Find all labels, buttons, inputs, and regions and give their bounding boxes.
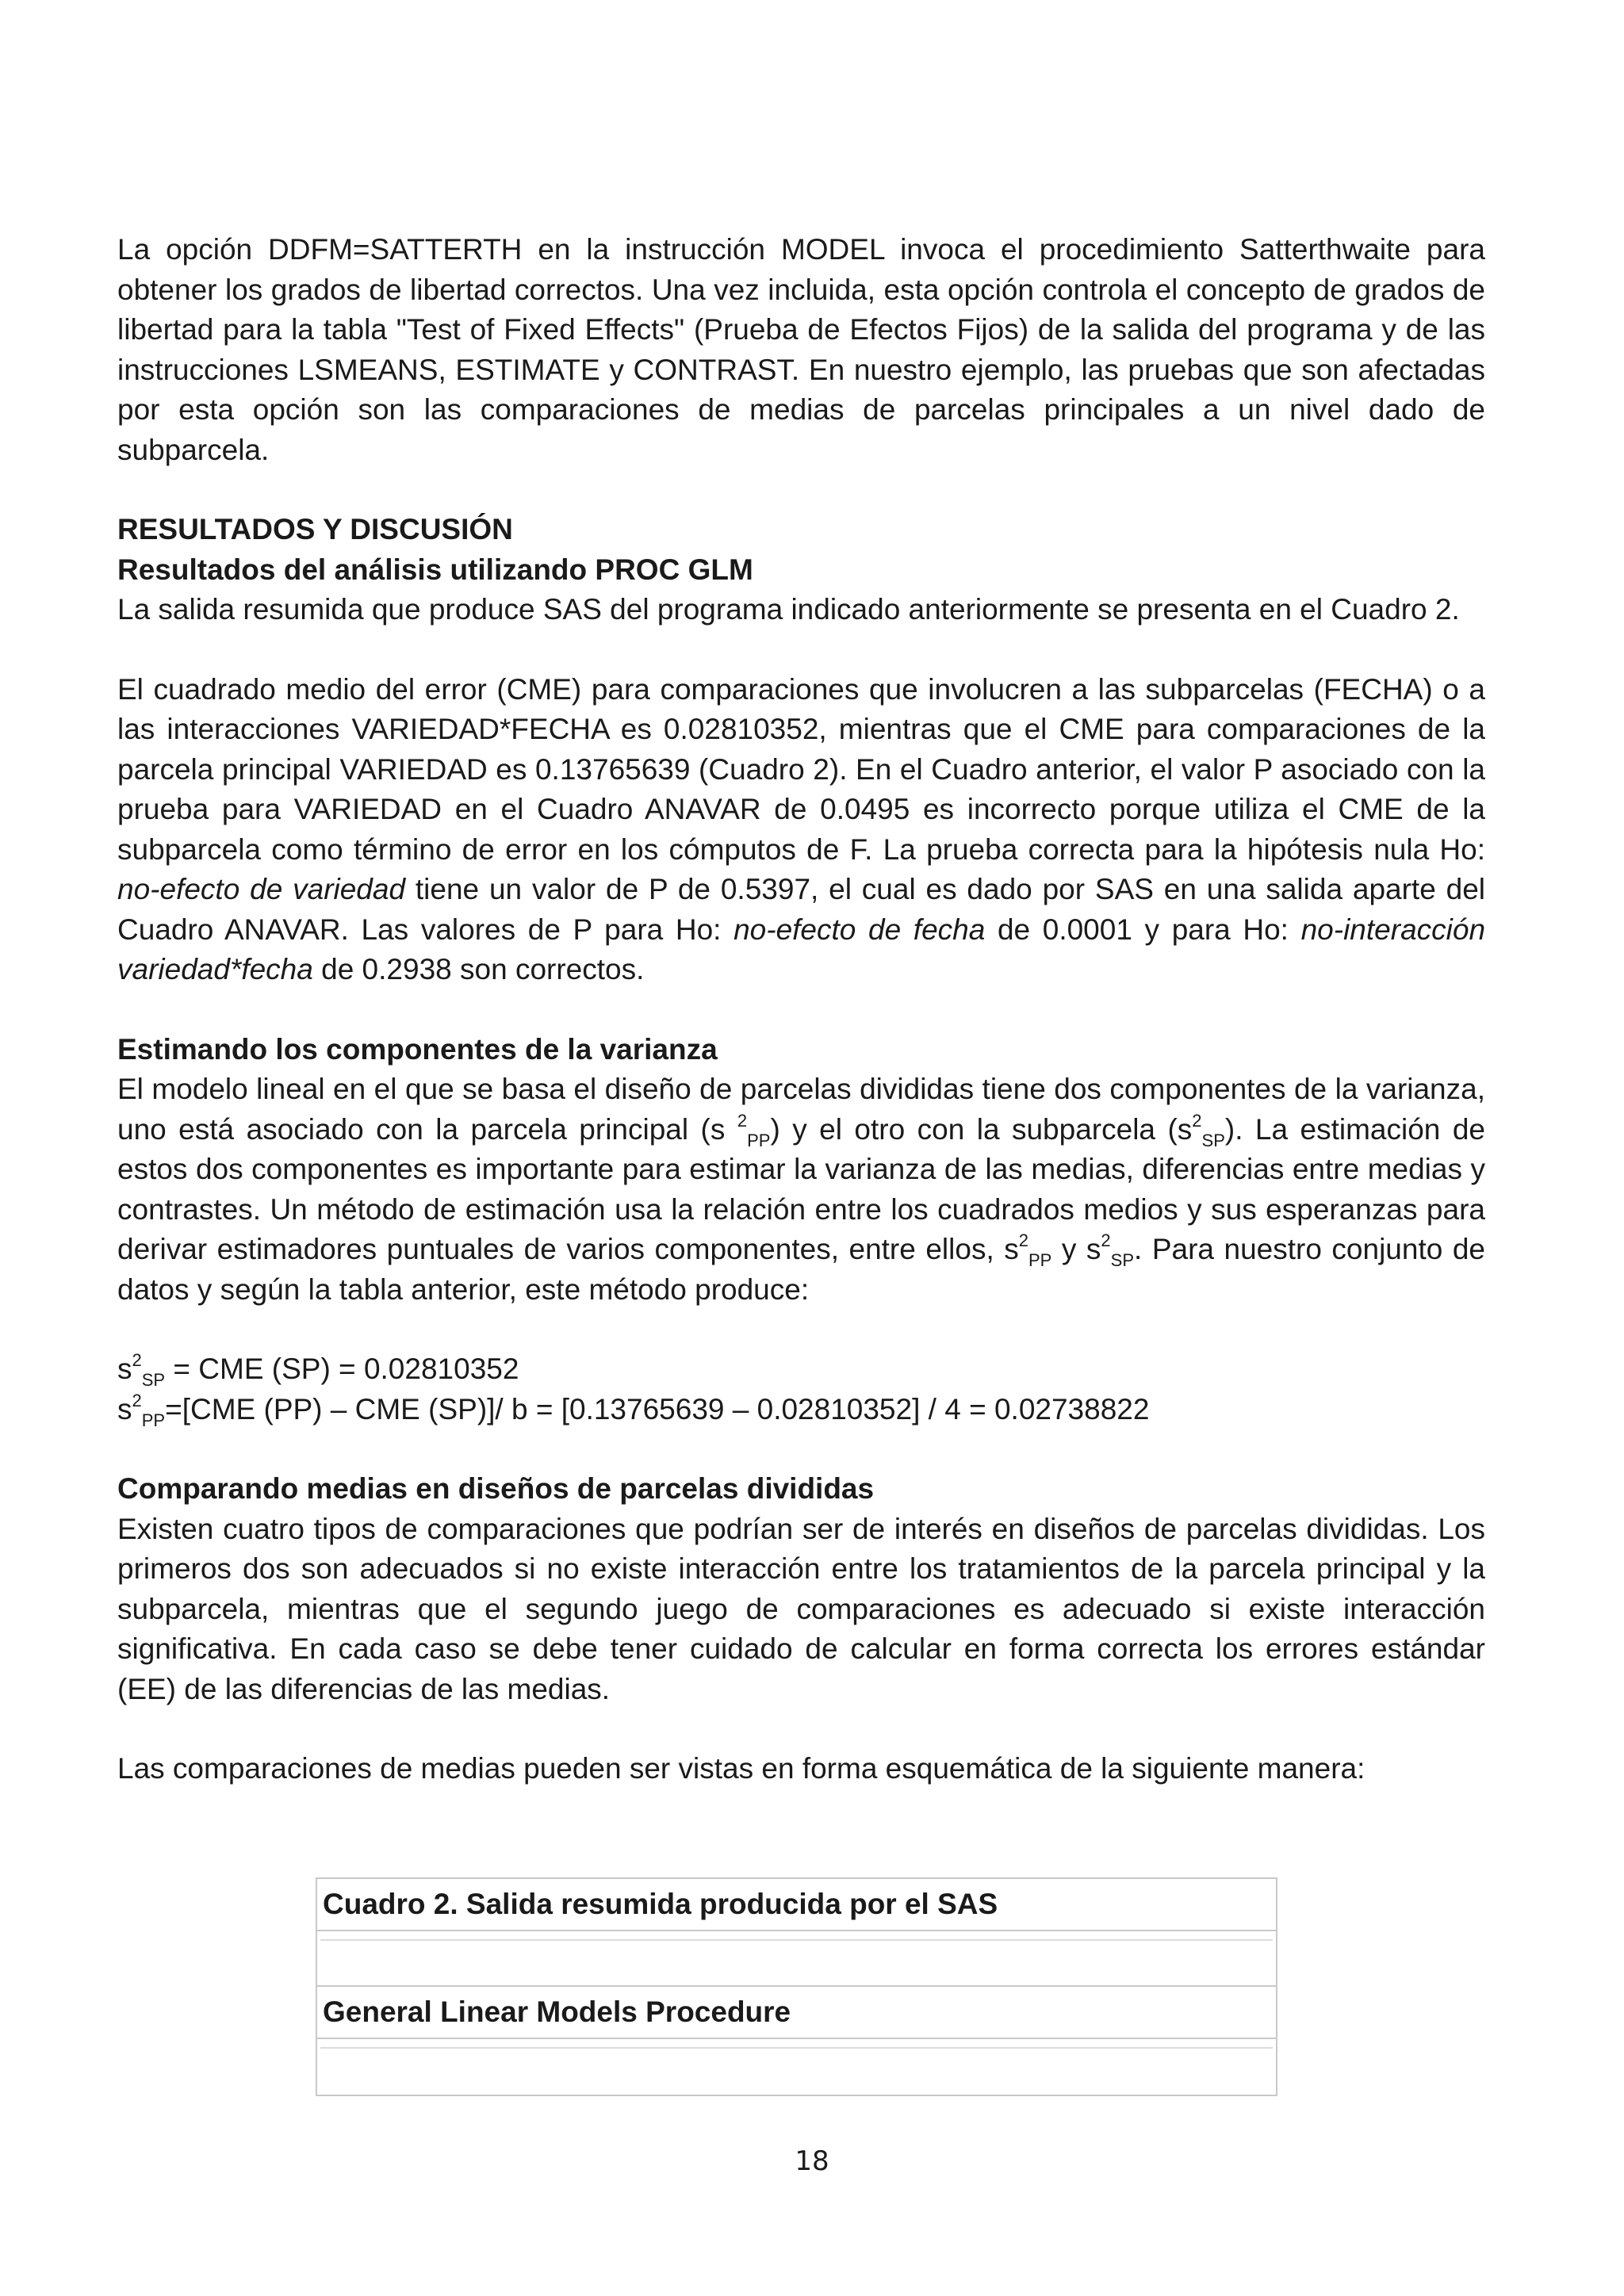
results-heading: RESULTADOS Y DISCUSIÓN [117, 513, 513, 545]
means-paragraph-2: Las comparaciones de medias pueden ser vistas en forma esquemática de la siguiente manera: [117, 1752, 1365, 1785]
page-number: 18 [795, 2145, 829, 2177]
variance-equation-2: $s^2_{PP}=[CME$ (PP) – CME (SP)]/ b = [0.13765639 – 0.02810352] / 4 = 0.02738822 [117, 1390, 1150, 1430]
variance-heading: Estimando los componentes de la varianza [117, 1032, 718, 1066]
table-empty-row [317, 1931, 1276, 1987]
table-empty-row [317, 2039, 1276, 2095]
variance-equation-1: $s^2_{SP}$ = CME (SP) = 0.02810352 [117, 1350, 519, 1390]
variance-paragraph: El modelo lineal en el que se basa el diseño de parcelas divididas tiene dos componentes de la varianza, uno está asociado con la parcela principal (s $^2_{PP}$) y el otro con la subparcela $(s^2_{SP})$. La estimación de estos dos componentes es importante para estimar la varianza de las medias, diferencias entre medias y contrastes. Un método de estimación usa la relación entre los cuadrados medios y sus esperanzas para derivar estimadores puntuales de varios componentes, entre ellos, $s^2_{PP}$ y $s^2_{SP}$. Para nuestro conjunto de datos y según la tabla anterior, este método produce: [117, 1073, 1485, 1306]
results-subheading: Resultados del análisis utilizando PROC GLM [117, 553, 753, 586]
sas-output-table [316, 1877, 1277, 2096]
document-body [117, 230, 1485, 1789]
results-paragraph-1: La salida resumida que produce SAS del programa indicado anteriormente se presenta en el Cuadro 2. [117, 593, 1460, 626]
intro-paragraph: La opción DDFM=SATTERTH en la instrucción MODEL invoca el procedimiento Satterthwaite para obtener los grados de libertad correctos. Una vez incluida, esta opción controla el concepto de grados de libertad para la tabla "Test of Fixed Effects" (Prueba de Efectos Fijos) de la salida del programa y de las instrucciones LSMEANS, ESTIMATE y CONTRAST. En nuestro ejemplo, las pruebas que son afectadas por esta opción son las comparaciones de medias de parcelas principales a un nivel dado de subparcela. [117, 233, 1485, 466]
results-paragraph-2: El cuadrado medio del error (CME) para comparaciones que involucren a las subparcelas (FECHA) o a las interacciones VARIEDAD*FECHA es 0.02810352, mientras que el CME para comparaciones de la parcela principal VARIEDAD es 0.13765639 (Cuadro 2). En el Cuadro anterior, el valor P asociado con la prueba para VARIEDAD en el Cuadro ANAVAR de 0.0495 es incorrecto porque utiliza el CME de la subparcela como término de error en los cómputos de F. La prueba correcta para la hipótesis nula Ho: no-efecto de variedad tiene un valor de P de 0.5397, el cual es dado por SAS en una salida aparte del Cuadro ANAVAR. Las valores de P para Ho: no-efecto de fecha de 0.0001 y para Ho: no-interacción variedad*fecha de 0.2938 son correctos. [117, 672, 1486, 985]
means-heading: Comparando medias en diseños de parcelas divididas [117, 1472, 875, 1505]
means-paragraph-1: Existen cuatro tipos de comparaciones que podrían ser de interés en diseños de parcelas divididas. Los primeros dos son adecuados si no existe interacción entre los tratamientos de la parcela principal y la subparcela, mientras que el segundo juego de comparaciones es adecuado si existe interacción significativa. En cada caso se debe tener cuidado de calcular en forma correcta los errores estándar (EE) de las diferencias de las medias. [117, 1512, 1485, 1705]
table-subtitle-row: General Linear Models Procedure [317, 1987, 1276, 2039]
table-title-row: Cuadro 2. Salida resumida producida por el SAS [317, 1879, 1276, 1931]
